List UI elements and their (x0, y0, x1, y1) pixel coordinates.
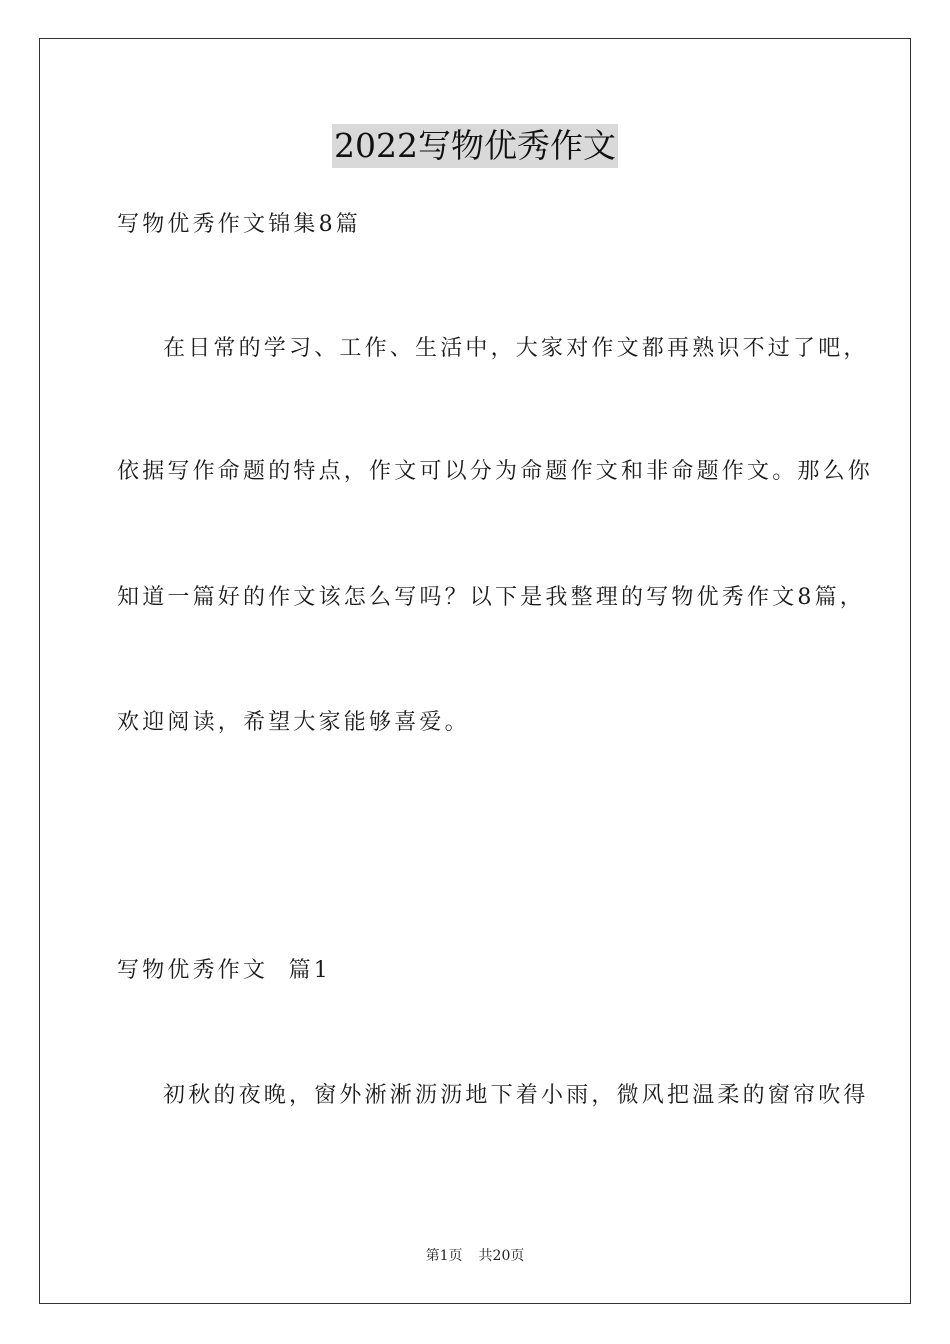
intro-line-4: 欢迎阅读，希望大家能够喜爱。 (117, 710, 470, 735)
section-line-1: 初秋的夜晚，窗外淅淅沥沥地下着小雨，微风把温柔的窗帘吹得 (163, 1083, 869, 1108)
section-heading: 写物优秀作文 篇1 (117, 958, 331, 983)
title-container (0, 124, 950, 168)
document-subtitle: 写物优秀作文锦集8篇 (117, 212, 361, 237)
intro-line-3: 知道一篇好的作文该怎么写吗？以下是我整理的写物优秀作文8篇， (117, 585, 865, 610)
page-number: 第1页 (425, 1248, 463, 1264)
page-footer (0, 1247, 950, 1265)
document-title: 2022写物优秀作文 (332, 124, 618, 168)
intro-line-2: 依据写作命题的特点，作文可以分为命题作文和非命题作文。那么你 (117, 459, 874, 484)
intro-line-1: 在日常的学习、工作、生活中，大家对作文都再熟识不过了吧， (163, 336, 869, 361)
page-total: 共20页 (478, 1248, 525, 1264)
